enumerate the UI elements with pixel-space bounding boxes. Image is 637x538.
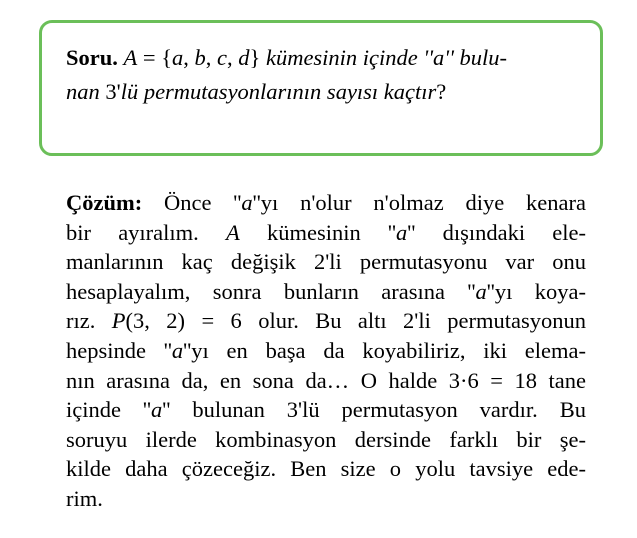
solution-line: bir ayıralım. A kümesinin ''a'' dışındaki ele- xyxy=(66,219,586,245)
set-name-a: A xyxy=(123,45,138,70)
solution-line: rız. P(3, 2) = 6 olur. Bu altı 2'li permutasyonun xyxy=(66,308,586,334)
solution-line: soruyu ilerde kombinasyon dersinde farklı bir şe- xyxy=(66,426,586,452)
solution-line: rim. xyxy=(66,485,103,511)
solution-paragraph xyxy=(66,188,586,514)
question-text: Soru. A = {a, b, c, d} kümesinin içinde ''a'' bulu- nan 3'lü permutasyonlarının sayısı kaçtır? xyxy=(66,45,508,104)
solution-line: Çözüm: Önce ''a''yı n'olur n'olmaz diye kenara xyxy=(66,190,586,215)
solution-label: Çözüm: xyxy=(66,190,143,215)
solution-line: hesaplayalım, sonra bunların arasına ''a''yı koya- xyxy=(66,278,586,304)
solution-line: kilde daha çözeceğiz. Ben size o yolu tavsiye ede- xyxy=(66,456,586,482)
question-label: Soru. xyxy=(66,45,118,70)
solution-line: nın arasına da, en sona da… O halde 3·6 = 18 tane xyxy=(66,367,586,393)
question-box xyxy=(39,20,603,156)
solution-line: içinde ''a'' bulunan 3'lü permutasyon vardır. Bu xyxy=(66,397,586,423)
solution-line: manlarının kaç değişik 2'li permutasyonu var onu xyxy=(66,249,586,275)
solution-line: hepsinde ''a''yı en başa da koyabiliriz, iki elema- xyxy=(66,337,586,363)
